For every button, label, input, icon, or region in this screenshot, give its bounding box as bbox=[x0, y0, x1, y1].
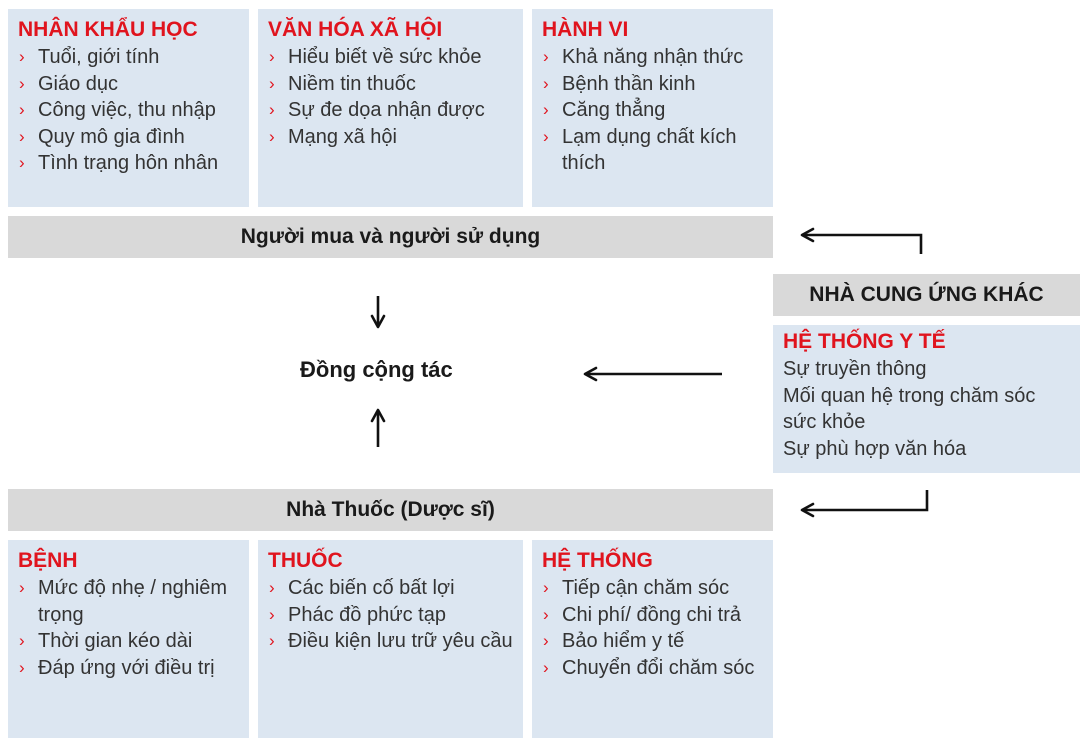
chevron-right-icon: › bbox=[543, 73, 549, 93]
chevron-right-icon: › bbox=[543, 47, 549, 66]
chevron-right-icon: › bbox=[543, 631, 549, 650]
health-system-item: Sự phù hợp văn hóa bbox=[783, 437, 967, 460]
elbow-arrow-bottom-icon bbox=[802, 490, 927, 510]
health-system-item: Mối quan hệ trong chăm sóc sức khỏe bbox=[783, 384, 1036, 433]
box-title: HỆ THỐNG bbox=[542, 549, 653, 572]
box-title: BỆNH bbox=[18, 549, 78, 572]
item-text: Giáo dục bbox=[38, 72, 119, 95]
health-system-item: Sự truyền thông bbox=[783, 358, 927, 380]
chevron-right-icon: › bbox=[19, 578, 25, 597]
item-text: Niềm tin thuốc bbox=[288, 72, 416, 95]
item-text: Bảo hiểm y tế bbox=[562, 630, 685, 652]
item-text: Hiểu biết về sức khỏe bbox=[288, 46, 482, 68]
box-title: HỆ THỐNG Y TẾ bbox=[783, 330, 946, 353]
item-text: Tình trạng hôn nhân bbox=[38, 152, 219, 174]
chevron-right-icon: › bbox=[269, 631, 275, 650]
item-text: Thời gian kéo dài bbox=[38, 630, 193, 652]
item-text: Khả năng nhận thức bbox=[562, 46, 744, 68]
buyer-user-bar: Người mua và người sử dụng bbox=[8, 216, 773, 258]
chevron-right-icon: › bbox=[543, 126, 549, 146]
item-text: Sự đe dọa nhận được bbox=[288, 99, 485, 121]
item-text: Lạm dụng chất kích thích bbox=[562, 125, 737, 174]
chevron-right-icon: › bbox=[543, 657, 549, 677]
item-text: Các biến cố bất lợi bbox=[288, 577, 455, 599]
chevron-right-icon: › bbox=[543, 604, 549, 624]
item-text: Công việc, thu nhập bbox=[38, 99, 216, 121]
item-text: Căng thẳng bbox=[562, 99, 666, 121]
chevron-right-icon: › bbox=[19, 153, 25, 172]
chevron-right-icon: › bbox=[543, 578, 549, 597]
item-text: Đáp ứng với điều trị bbox=[38, 656, 215, 679]
other-providers-bar: NHÀ CUNG ỨNG KHÁC bbox=[773, 274, 1080, 316]
chevron-right-icon: › bbox=[269, 73, 275, 93]
item-text: Mức độ nhẹ / nghiêm trọng bbox=[38, 577, 228, 626]
chevron-right-icon: › bbox=[269, 578, 275, 597]
chevron-right-icon: › bbox=[19, 657, 25, 677]
chevron-right-icon: › bbox=[19, 631, 25, 650]
box-title: NHÂN KHẨU HỌC bbox=[18, 18, 198, 41]
chevron-right-icon: › bbox=[19, 73, 25, 93]
item-text: Tiếp cận chăm sóc bbox=[562, 577, 730, 599]
chevron-right-icon: › bbox=[19, 47, 25, 66]
item-text: Tuổi, giới tính bbox=[38, 46, 160, 68]
item-text: Chi phí/ đồng chi trả bbox=[562, 603, 741, 626]
chevron-right-icon: › bbox=[19, 100, 25, 119]
elbow-arrow-top-icon bbox=[802, 235, 921, 254]
box-title: VĂN HÓA XÃ HỘI bbox=[268, 18, 443, 41]
chevron-right-icon: › bbox=[19, 126, 25, 146]
item-text: Quy mô gia đình bbox=[38, 125, 185, 148]
item-text: Bệnh thần kinh bbox=[562, 72, 696, 95]
item-text: Chuyển đổi chăm sóc bbox=[562, 656, 755, 679]
chevron-right-icon: › bbox=[269, 100, 275, 119]
box-title: HÀNH VI bbox=[542, 18, 629, 41]
item-text: Phác đồ phức tạp bbox=[288, 603, 446, 626]
item-text: Mạng xã hội bbox=[288, 125, 397, 148]
box-title: THUỐC bbox=[268, 549, 343, 572]
chevron-right-icon: › bbox=[269, 604, 275, 624]
chevron-right-icon: › bbox=[269, 47, 275, 66]
chevron-right-icon: › bbox=[543, 100, 549, 119]
item-text: Điều kiện lưu trữ yêu cầu bbox=[288, 630, 513, 652]
chevron-right-icon: › bbox=[269, 126, 275, 146]
collaboration-label: Đồng cộng tác bbox=[300, 357, 453, 382]
pharmacy-bar: Nhà Thuốc (Dược sĩ) bbox=[8, 489, 773, 531]
